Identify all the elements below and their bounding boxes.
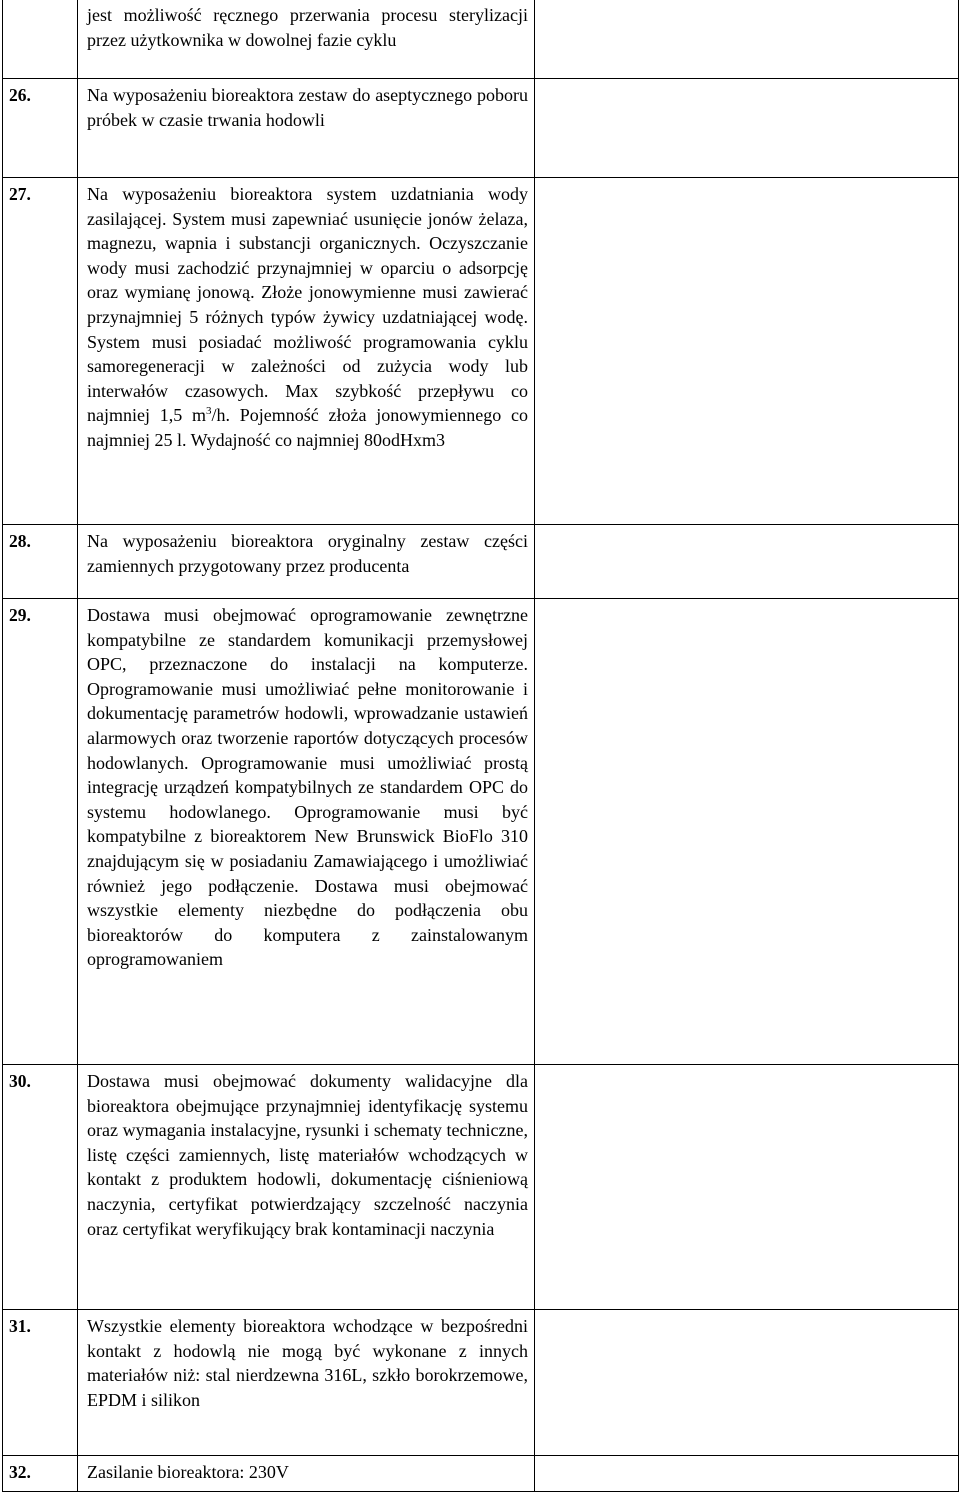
offer-value-cell	[535, 599, 959, 1065]
row-description	[78, 79, 535, 178]
description-text: Dostawa musi obejmować oprogramowanie zewnętrzne kompatybilne ze standardem komunikacji przemysłowej OPC, przeznaczone do instalacji na komputerze. Oprogramowanie musi umożliwiać pełne monitorowanie i dokumentację parametrów hodowli, wprowadzanie ustawień alarmowych oraz tworzenie raportów dotyczących procesów hodowlanych. Oprogramowanie musi umożliwiać prostą integrację urządzeń kompatybilnych ze standardem OPC do systemu hodowlanego. Oprogramowanie musi być kompatybilne z bioreaktorem New Brunswick BioFlo 310 znajdującym się w posiadaniu Zamawiającego i umożliwiać również jego podłączenie. Dostawa musi obejmować wszystkie elementy niezbędne do podłączenia obu bioreaktorów do komputera z zainstalowanym oprogramowaniem	[87, 605, 528, 970]
row-number: 31.	[3, 1310, 78, 1456]
row-number	[3, 0, 78, 79]
row-number: 26.	[3, 79, 78, 178]
description-text: Dostawa musi obejmować dokumenty walidacyjne dla bioreaktora obejmujące przynajmniej identyfikację systemu oraz wymagania instalacyjne, rysunki i schematy techniczne, listę części zamiennych, listę materiałów wchodzących w kontakt z produktem hodowli, dokumentację ciśnieniową naczynia, certyfikat potwierdzający szczelność naczynia oraz certyfikat weryfikujący brak kontaminacji naczynia	[87, 1071, 528, 1239]
description-text: Na wyposażeniu bioreaktora zestaw do aseptycznego poboru próbek w czasie trwania hodowli	[87, 85, 528, 130]
row-number: 32.	[3, 1456, 78, 1492]
table-row	[3, 1456, 959, 1492]
table-row	[3, 525, 959, 599]
description-text: Na wyposażeniu bioreaktora oryginalny zestaw części zamiennych przygotowany przez producenta	[87, 531, 528, 576]
row-description	[78, 1310, 535, 1456]
table-row	[3, 0, 959, 79]
row-description	[78, 178, 535, 525]
offer-value-cell	[535, 1310, 959, 1456]
offer-value-cell	[535, 79, 959, 178]
offer-value-cell	[535, 525, 959, 599]
table-row	[3, 1065, 959, 1310]
row-number: 28.	[3, 525, 78, 599]
description-text: jest możliwość ręcznego przerwania procesu sterylizacji przez użytkownika w dowolnej fazie cyklu	[87, 5, 528, 50]
row-description	[78, 1065, 535, 1310]
row-number: 30.	[3, 1065, 78, 1310]
row-number: 29.	[3, 599, 78, 1065]
description-text-part: /h. Pojemność złoża jonowymiennego co najmniej 25 l. Wydajność co najmniej 80odHxm3	[87, 405, 529, 450]
offer-value-cell	[535, 1065, 959, 1310]
table-row	[3, 79, 959, 178]
row-description	[78, 0, 535, 79]
table-row	[3, 178, 959, 525]
superscript-exponent: 3	[206, 405, 212, 418]
description-text: Zasilanie bioreaktora: 230V	[87, 1462, 289, 1482]
description-text-part: Na wyposażeniu bioreaktora system uzdatniania wody zasilającej. System musi zapewniać usunięcie jonów żelaza, magnezu, wapnia i substancji organicznych. Oczyszczanie wody musi zachodzić przynajmniej w oparciu o adsorpcję oraz wymianę jonową. Złoże jonowymienne musi zawierać przynajmniej 5 różnych typów żywicy uzdatniającej wodę. System musi posiadać możliwość programowania cyklu samoregeneracji w zależności od zużycia wody lub interwałów czasowych. Max szybkość przepływu co najmniej 1,5 m	[87, 184, 528, 426]
offer-value-cell	[535, 0, 959, 79]
description-text: Wszystkie elementy bioreaktora wchodzące w bezpośredni kontakt z hodowlą nie mogą być wykonane z innych materiałów niż: stal nierdzewna 316L, szkło borokrzemowe, EPDM i silikon	[87, 1316, 528, 1410]
row-description	[78, 525, 535, 599]
table-row	[3, 599, 959, 1065]
description-text	[87, 182, 528, 453]
row-number: 27.	[3, 178, 78, 525]
table-row	[3, 1310, 959, 1456]
specification-table	[2, 0, 959, 1492]
offer-value-cell	[535, 178, 959, 525]
row-description	[78, 1456, 535, 1492]
row-description	[78, 599, 535, 1065]
offer-value-cell	[535, 1456, 959, 1492]
